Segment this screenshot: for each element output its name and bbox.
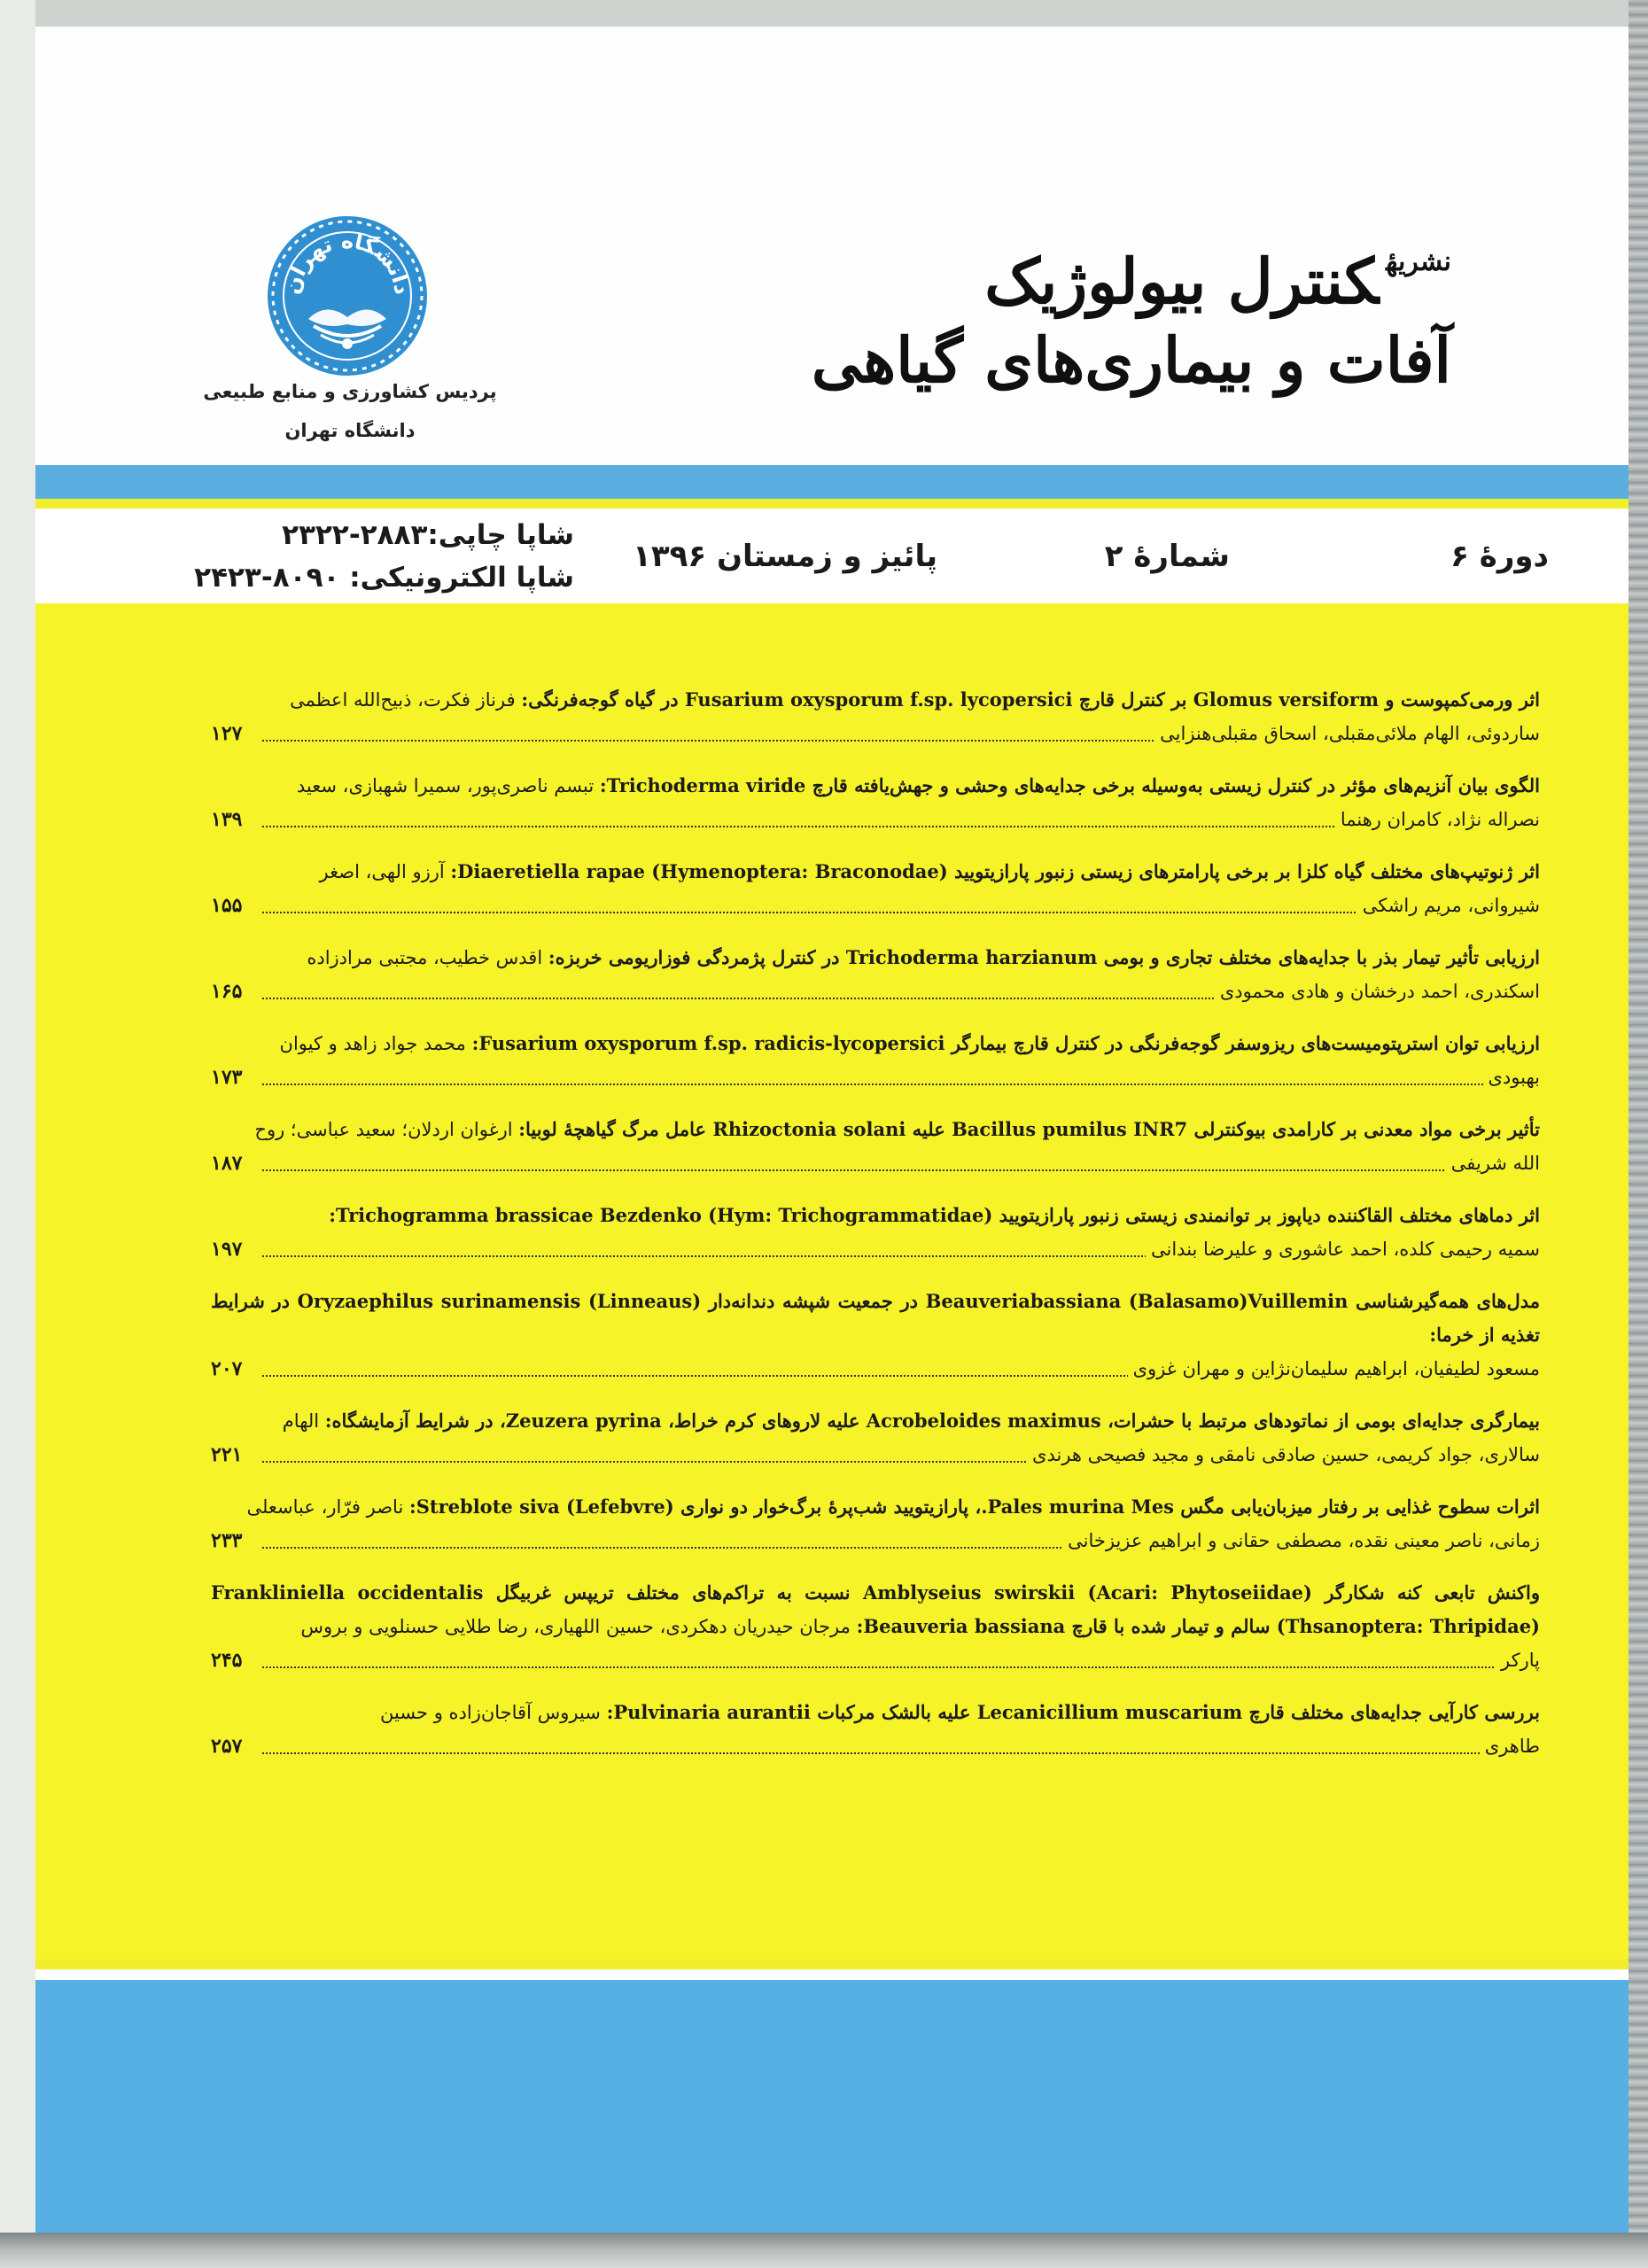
article-authors-continued: ساردوئی، الهام ملائی‌مقبلی، اسحاق مقبلی‌هنزایی: [1154, 717, 1540, 750]
issue-season: پائیز و زمستان ۱۳۹۶: [633, 539, 937, 574]
scan-background-left: [0, 0, 35, 2268]
page-number: ۲۳۳: [211, 1524, 262, 1557]
toc-entry: [211, 855, 1540, 922]
article-title: بیمارگری جدایه‌ای بومی از نماتودهای مرتبط با حشرات، Acrobeloides maximus علیه لاروهای کرم خراط، Zeuzera pyrina، در شرایط آزمایشگاه:: [324, 1410, 1540, 1432]
article-title: تأثیر برخی مواد معدنی بر کارامدی بیوکنترلی Bacillus pumilus INR7 علیه Rhizoctonia solani عامل مرگ گیاهچهٔ لوبیا:: [518, 1118, 1540, 1140]
article-authors: ارغوان اردلان؛ سعید عباسی؛ روح: [254, 1119, 519, 1140]
page-number: ۱۲۷: [211, 717, 262, 750]
article-authors-continued: بهبودی: [1483, 1060, 1541, 1094]
scan-background-right: [1629, 0, 1648, 2268]
toc-entry: [211, 769, 1540, 836]
issue-info-strip: [35, 509, 1629, 603]
toc-entry-text: [211, 1027, 1540, 1060]
dot-leader: [262, 1084, 1540, 1085]
article-authors: اقدس خطیب، مجتبی مرادزاده: [307, 947, 548, 968]
toc-leader-line: [211, 803, 1540, 836]
toc-leader-line: [211, 717, 1540, 750]
toc-leader-line: [211, 1643, 1540, 1677]
page-number: ۲۴۵: [211, 1643, 262, 1677]
toc-entry: [211, 1113, 1540, 1180]
issn-online: شاپا الکترونیکی: ۸۰۹۰-۲۴۲۳: [194, 562, 574, 594]
issue-number: شمارهٔ ۲: [1104, 539, 1230, 574]
top-blue-band: [35, 465, 1629, 499]
toc-leader-line: [211, 1060, 1540, 1094]
page-number: ۲۵۷: [211, 1729, 262, 1763]
article-title: بررسی کارآیی جدایه‌های مختلف قارچ Lecanicillium muscarium علیه بالشک مرکبات Pulvinaria aurantii:: [606, 1701, 1540, 1723]
article-authors: محمد جواد زاهد و کیوان: [279, 1033, 472, 1054]
article-title: ارزیابی تأثیر تیمار بذر با جدایه‌های مختلف تجاری و بومی Trichoderma harzianum در کنترل پژمردگی فوزاریومی خربزه:: [548, 946, 1540, 968]
article-title: اثر ورمی‌کمپوست و Glomus versiform بر کنترل قارچ Fusarium oxysporum f.sp. lycopersici در گیاه گوجه‌فرنگی:: [521, 688, 1540, 711]
toc-entry-text: [211, 683, 1540, 717]
article-title: اثرات سطوح غذایی بر رفتار میزبان‌یابی مگس Pales murina Mes.، پارازیتویید شب‌پرهٔ برگ‌خوار دو نواری Streblote siva (Lefebvre):: [408, 1495, 1540, 1518]
toc-entry-text: [211, 941, 1540, 975]
toc-leader-line: [211, 1352, 1540, 1386]
cover-header: [35, 27, 1629, 470]
page-number: ۲۰۷: [211, 1352, 262, 1386]
table-of-contents: [211, 683, 1540, 1782]
toc-entry-text: [211, 1490, 1540, 1524]
toc-entry: [211, 941, 1540, 1008]
page-number: ۱۵۵: [211, 889, 262, 922]
volume-label: دورهٔ ۶: [1450, 539, 1549, 574]
toc-entry-text: [211, 1696, 1540, 1729]
toc-entry-text: [211, 1113, 1540, 1146]
dot-leader: [262, 912, 1540, 913]
article-title: اثر ژنوتیپ‌های مختلف گیاه کلزا بر برخی پارامترهای زیستی زنبور پارازیتویید Diaeretiella rapae (Hymenoptera: Braconodae):: [450, 860, 1540, 882]
toc-entry-text: [211, 1576, 1540, 1643]
article-authors: الهام: [282, 1410, 325, 1432]
faculty-name: پردیس کشاورزی و منابع طبیعی: [203, 381, 497, 402]
article-authors-continued: نصراله نژاد، کامران رهنما: [1335, 803, 1540, 836]
bottom-blue-band: [35, 1980, 1629, 2233]
title-line-1: کنترل بیولوژیک: [984, 245, 1380, 318]
toc-entry: [211, 1027, 1540, 1094]
page-number: ۱۳۹: [211, 803, 262, 836]
page-number: ۱۶۵: [211, 975, 262, 1008]
page-number: ۲۲۱: [211, 1438, 262, 1472]
article-title: ارزیابی توان استرپتومیست‌های ریزوسفر گوجه‌فرنگی در کنترل قارچ بیمارگر Fusarium oxysporum f.sp. radicis-lycopersici:: [471, 1032, 1540, 1054]
article-authors: مرجان حیدریان دهکردی، حسین اللهیاری، رضا طلایی حسنلویی و بروس: [300, 1616, 857, 1637]
issn-block: [194, 514, 574, 599]
toc-entry: [211, 1490, 1540, 1557]
article-title: الگوی بیان آنزیم‌های مؤثر در کنترل زیستی به‌وسیله برخی جدایه‌های وحشی و جهش‌یافته قارچ Trichoderma viride:: [599, 774, 1540, 796]
toc-entry-text: [211, 855, 1540, 889]
article-authors: تبسم ناصری‌پور، سمیرا شهبازی، سعید: [296, 775, 600, 796]
toc-entry-text: [211, 1404, 1540, 1438]
toc-entry-text: [211, 1199, 1540, 1232]
toc-entry: [211, 1285, 1540, 1386]
bottom-white-stripe: [35, 1969, 1629, 1980]
article-authors-continued: سمیه رحیمی کلده، احمد عاشوری و علیرضا بندانی: [1146, 1232, 1540, 1266]
toc-leader-line: [211, 1146, 1540, 1180]
page-number: ۱۹۷: [211, 1232, 262, 1266]
page-number: ۱۷۳: [211, 1060, 262, 1094]
article-authors-continued: شیروانی، مریم راشکی: [1357, 889, 1540, 922]
article-authors-continued: مسعود لطیفیان، ابراهیم سلیمان‌نژاین و مهران غزوی: [1128, 1352, 1540, 1386]
article-title: مدل‌های همه‌گیرشناسی Beauveriabassiana (Balasamo)Vuillemin در جمعیت شپشه دندانه‌دار Oryzaephilus surinamensis (Linneaus) در شرایط تغذیه از خرما:: [211, 1290, 1540, 1346]
journal-title: [654, 246, 1451, 399]
article-authors-continued: طاهری: [1480, 1729, 1540, 1763]
article-authors: ناصر فرّار، عباسعلی: [246, 1496, 409, 1518]
university-logo-icon: [264, 213, 431, 379]
title-prefix: نشریهٔ: [1386, 246, 1451, 277]
bottom-yellow-stripe: [35, 1959, 1629, 1969]
logo-text: دانشگاه تهران: [279, 228, 416, 297]
title-line-2: آفات و بیماری‌های گیاهی: [811, 323, 1451, 397]
journal-cover: [35, 27, 1629, 2233]
scan-background-bottom: [0, 2233, 1648, 2268]
logo-caption: [177, 372, 523, 450]
table-of-contents-panel: [35, 603, 1629, 1959]
article-authors-continued: الله شریفی: [1446, 1146, 1540, 1180]
toc-entry: [211, 1696, 1540, 1763]
university-name: دانشگاه تهران: [284, 420, 416, 441]
toc-leader-line: [211, 889, 1540, 922]
article-authors-continued: زمانی، ناصر معینی نقده، مصطفی حقانی و ابراهیم عزیزخانی: [1062, 1524, 1540, 1557]
toc-entry-text: [211, 1285, 1540, 1352]
article-authors-continued: سالاری، جواد کریمی، حسین صادقی نامقی و مجید فصیحی هرندی: [1027, 1438, 1540, 1472]
toc-entry: [211, 1576, 1540, 1677]
article-authors: آرزو الهی، اصغر: [319, 861, 451, 882]
toc-leader-line: [211, 1729, 1540, 1763]
toc-leader-line: [211, 1524, 1540, 1557]
article-authors: سیروس آقاجان‌زاده و حسین: [380, 1702, 607, 1723]
toc-entry: [211, 1199, 1540, 1266]
toc-entry: [211, 1404, 1540, 1472]
dot-leader: [262, 1752, 1540, 1754]
dot-leader: [262, 1169, 1540, 1171]
toc-entry-text: [211, 769, 1540, 803]
toc-leader-line: [211, 1438, 1540, 1472]
issn-print: شاپا چاپی:۲۸۸۳-۲۳۲۲: [282, 519, 574, 551]
page-number: ۱۸۷: [211, 1146, 262, 1180]
toc-leader-line: [211, 1232, 1540, 1266]
dot-leader: [262, 1666, 1540, 1668]
toc-entry: [211, 683, 1540, 750]
article-title: اثر دماهای مختلف القاکننده دیاپوز بر توانمندی زیستی زنبور پارازیتویید Trichogramma brassicae Bezdenko (Hym: Trichogrammatidae):: [329, 1204, 1540, 1226]
top-yellow-stripe: [35, 499, 1629, 509]
article-authors: فرناز فکرت، ذبیح‌الله اعظمی: [290, 689, 522, 711]
article-title: واکنش تابعی کنه شکارگر Amblyseius swirskii (Acari: Phytoseiidae) نسبت به تراکم‌های مختلف تریپس غربیگل Frankliniella occidentalis (Thsanoptera: Thripidae) سالم و تیمار شده با قارچ Beauveria bassiana:: [211, 1581, 1541, 1637]
article-authors-continued: اسکندری، احمد درخشان و هادی محمودی: [1215, 975, 1540, 1008]
article-authors-continued: پارکر: [1496, 1643, 1540, 1677]
toc-leader-line: [211, 975, 1540, 1008]
